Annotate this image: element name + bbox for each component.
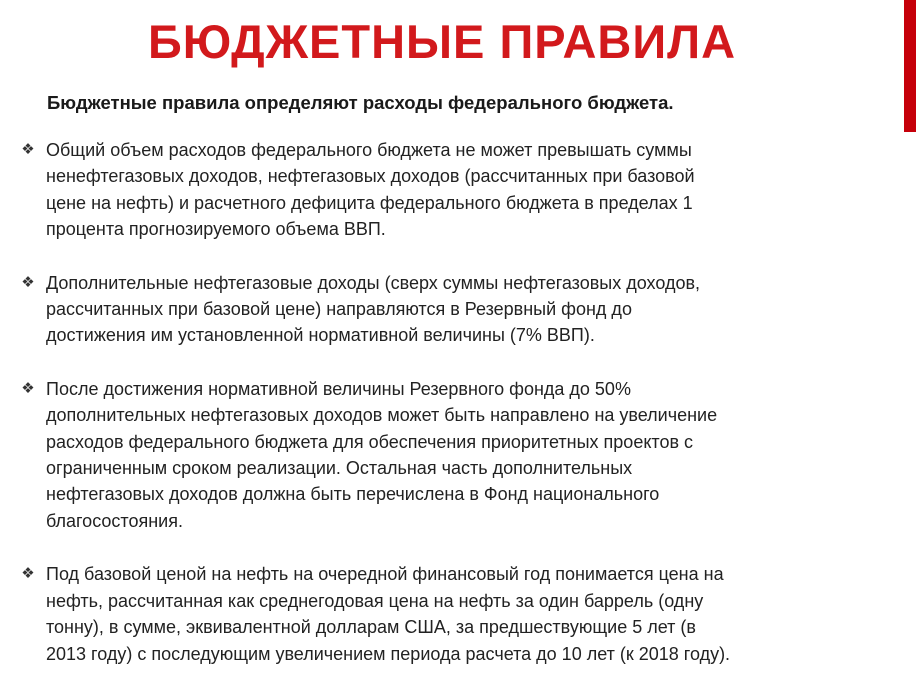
bullet-line: цене на нефть) и расчетного дефицита федерального бюджета в пределах 1 (46, 192, 693, 213)
diamond-bullet-icon: ❖ (21, 565, 35, 583)
bullet-line: дополнительных нефтегазовых доходов может быть направлено на увеличение (46, 405, 718, 426)
bullet-line: рассчитанных при базовой цене) направляются в Резервный фонд до (46, 299, 632, 320)
diamond-bullet-icon: ❖ (21, 273, 35, 291)
bullet-line: тонну), в сумме, эквивалентной долларам США, за предшествующие 5 лет (в (46, 617, 696, 638)
bullet-item-4 (18, 561, 878, 667)
slide-subtitle: Бюджетные правила определяют расходы федерального бюджета. (47, 92, 674, 113)
bullet-line: После достижения нормативной величины Резервного фонда до 50% (46, 378, 631, 399)
bullet-line: достижения им установленной нормативной величины (7% ВВП). (46, 325, 595, 346)
bullet-line: Дополнительные нефтегазовые доходы (сверх суммы нефтегазовых доходов, (46, 272, 701, 293)
diamond-bullet-icon: ❖ (21, 141, 35, 158)
slide-title: БЮДЖЕТНЫЕ ПРАВИЛА (148, 15, 737, 68)
bullet-line: ограниченным сроком реализации. Остальная часть дополнительных (46, 458, 633, 479)
bullet-item-3 (18, 376, 878, 534)
bullet-line: расходов федерального бюджета для обеспечения приоритетных проектов с (46, 431, 694, 452)
bullet-item-2 (18, 270, 878, 349)
bullet-line: ненефтегазовых доходов, нефтегазовых доходов (рассчитанных при базовой (46, 166, 695, 187)
bullet-line: нефть, рассчитанная как среднегодовая цена на нефть за один баррель (одну (46, 590, 704, 611)
bullet-line: Под базовой ценой на нефть на очередной финансовый год понимается цена на (46, 564, 724, 585)
bullet-line: нефтегазовых доходов должна быть перечислена в Фонд национального (46, 484, 660, 505)
bullet-line: благосостояния. (46, 510, 183, 531)
bullet-line: Общий объем расходов федерального бюджета не может превышать суммы (46, 140, 692, 160)
accent-bar (904, 0, 916, 132)
bullet-line: 2013 году) с последующим увеличением периода расчета до 10 лет (к 2018 году). (46, 643, 731, 664)
diamond-bullet-icon: ❖ (21, 379, 35, 397)
bullet-item-1 (18, 137, 878, 243)
bullet-list (18, 137, 878, 694)
bullet-line: процента прогнозируемого объема ВВП. (46, 219, 386, 240)
